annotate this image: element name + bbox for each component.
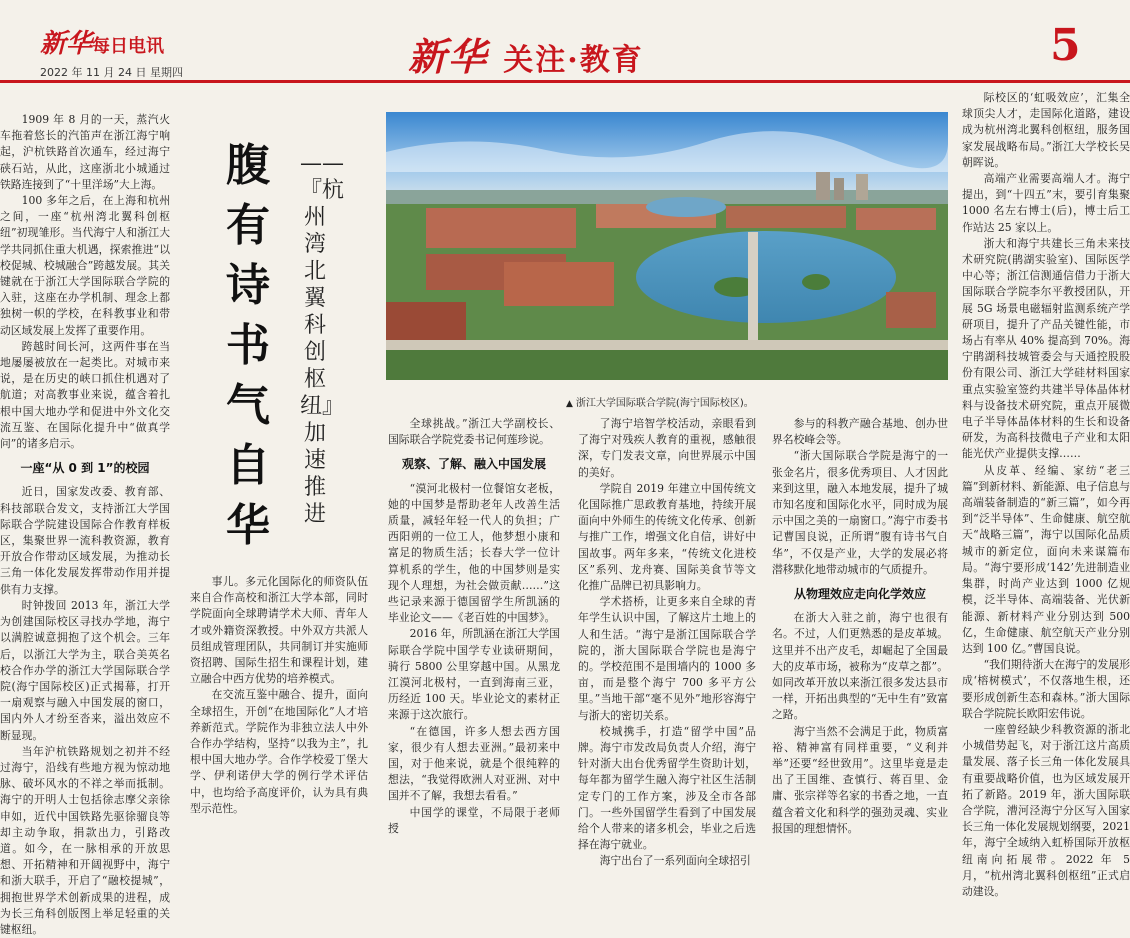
- campus-aerial-photo: [386, 112, 948, 380]
- logo-brand: 新华: [40, 29, 93, 59]
- article-paragraph: 际校区的‘虹吸效应’，汇集全球顶尖人才，走国际化道路，建设成为杭州湾北翼科创枢纽，服务国家发展战略布局。”浙江大学校长吴朝晖说。: [962, 91, 1130, 169]
- article-paragraph: 海宁出台了一系列面向全球招引: [599, 854, 751, 868]
- newspaper-logo: [40, 30, 183, 61]
- article-column-6: [962, 90, 1130, 898]
- caption-marker-icon: ▲: [566, 399, 573, 409]
- section-name: 关注·教育: [503, 43, 644, 78]
- masthead-left: [40, 30, 183, 80]
- article-column-5: [772, 416, 948, 835]
- article-column-4: [578, 416, 756, 868]
- article-paragraph: 跨越时间长河，这两件事在当地屡屡被放在一起类比。对城市来说，是在历史的峡口抓住机遇对了航道；对高教事业来说，蕴含着扎根中国大地办学和促进中外文化交流互鉴、在国际化提升中“做真学问”的诸多启示。: [0, 339, 170, 451]
- article-column-2: [190, 574, 368, 815]
- article-headline: 腹有诗书气自华: [226, 140, 270, 551]
- article-paragraph: 中国学的课堂，不局限于老师授: [388, 805, 560, 835]
- article-paragraph: 高端产业需要高端人才。海宁提出，到“十四五”末，要引育集聚 1000 名左右博士(后)，博士后工作站达 25 家以上。: [962, 172, 1130, 234]
- article-paragraph: 时钟拨回 2013 年，浙江大学为创建国际校区寻找办学地，海宁以满腔诚意拥抱了这个机会。三年后，以浙江大学为主，联合美英名校合作办学的浙江大学国际联合学院(海宁国际校区)正式揭幕，打开一扇观察与融入中国发展的窗口，国内外人才纷至沓来，溢出效应不断显现。: [0, 598, 170, 742]
- section-masthead: [408, 26, 644, 81]
- article-paragraph: 参与的科教产融合基地、创办世界名校峰会等。: [772, 417, 948, 447]
- article-paragraph: 近日，国家发改委、教育部、科技部联合发文，支持浙江大学国际联合学院建设国际合作教育样板区，集聚世界一流科教资源，教育开放合作带动区域发展，为推动长三角一体化发展发挥带动作用并提供有力支撑。: [0, 485, 170, 596]
- article-column-1: [0, 112, 170, 936]
- newspaper-header: [0, 0, 1130, 84]
- article-paragraph: 全球挑战。”浙江大学副校长、国际联合学院党委书记何莲珍说。: [388, 417, 560, 447]
- issue-date: 2022 年 11 月 24 日 星期四: [40, 66, 183, 79]
- article-paragraph: 事儿。多元化国际化的师资队伍来自合作高校和浙江大学本部，同时学院面向全球聘请学术大师、青年人才或外籍资深教授。中外双方共派人员组成管理团队，共同制订并实施师资招聘、国际生招生和课程计划，建立融合中西方优势的培养模式。: [190, 575, 368, 686]
- article-paragraph: “浙大国际联合学院是海宁的一张金名片，很多优秀项目、人才因此来到这里，融入本地发展，提升了城市知名度和国际化水平，同时成为展示中国之美的一扇窗口。”海宁市委书记曹国良说，正所谓“腹有诗书气自华”，不仅是产业，大学的发展必将潜移默化地带动城市的气质提升。: [772, 449, 948, 576]
- header-rule: [0, 80, 1130, 83]
- article-paragraph: 100 多年之后，在上海和杭州之间，一座“杭州湾北翼科创枢纽”初现雏形。当代海宁人和浙江大学共同抓住重大机遇，探索推进“以校促城、校城融合”跨越发展。其关键就在于浙江大学国际联合学院的入驻，这座在办学机制、理念上都独树一帜的学校，在科教事业和带动区域发展上发挥了重要作用。: [0, 194, 170, 337]
- caption-text: 浙江大学国际联合学院(海宁国际校区)。: [575, 398, 754, 409]
- section-heading: 从物理效应走向化学效应: [793, 587, 926, 602]
- article-paragraph: 学术搭桥，让更多来自全球的青年学生认识中国，了解这片土地上的人和生活。“海宁是浙江国际联合学院的，浙大国际联合学院也是海宁的。学校范围不是围墙内的 1000 多亩，而是整个海宁 700 多平方公里。”当地干部“毫不见外”地形容海宁与浙大的密切关系。: [578, 595, 756, 722]
- article-paragraph: 了海宁培智学校活动，亲眼看到了海宁对残疾人教育的重视，感触很深，专门发表文章，向世界展示中国的美好。: [578, 417, 756, 479]
- article-paragraph: 1909 年 8 月的一天，蒸汽火车拖着悠长的汽笛声在浙江海宁响起，沪杭铁路首次通车，经过海宁硖石站，从此，这座浙北小城通过铁路连接到了“十里洋场”大上海。: [0, 113, 170, 191]
- article-paragraph: 学院自 2019 年建立中国传统文化国际推广思政教育基地，持续开展面向中外师生的传统文化传承、创新与推广工作，增强文化自信，讲好中国故事。两年多来，“传统文化进校区”系列、龙舟赛、国际美食节等文化推广品牌已初具影响力。: [578, 481, 756, 593]
- article-paragraph: 当年沪杭铁路规划之初并不经过海宁，沿线有些地方视为惊动地脉、破坏风水的不祥之举而抵制。海宁的开明人士包括徐志摩父亲徐申如，近代中国铁路先驱徐骝良等却主动争取，捐款出力，引路改道。如今，在一脉相承的开放思想、开拓精神和开阔视野中，海宁和浙大联手，开启了“融校提城”，拥抱世界学术创新成果的进程，成为长三角科创版图上举足轻重的关键枢纽。: [0, 744, 170, 936]
- article-paragraph: 一座曾经缺少科教资源的浙北小城借势起飞，对于浙江这片高质量发展、落子长三角一体化发展具有重要战略价值，也为区域发展开拓了新路。2019 年，浙大国际联合学院，漕河泾海宁分区写入国家长三角一体化发展规划纲要，2021 年，海宁全域纳入虹桥国际开放枢纽南向拓展带。2022 年 5 月，“杭州湾北翼科创枢纽”正式启动建设。: [962, 722, 1130, 898]
- article-paragraph: 海宁当然不会满足于此，物质富裕、精神富有同样重要，“义利并举”还要“经世致用”。这里毕竟是走出了王国维、查慎行、蒋百里、金庸、张宗祥等名家的书香之地，一直蕴含着文化和科学的强劲灵魂、实业报国的理想情怀。: [772, 724, 948, 835]
- photo-caption: [566, 394, 754, 409]
- section-heading: 观察、了解、融入中国发展: [401, 457, 546, 472]
- article-paragraph: 校城携手，打造“留学中国”品牌。海宁市发改局负责人介绍，海宁针对浙大出台优秀留学生资助计划，每年都为留学生融入海宁社区生活制定专门的工作方案，涉及全市各部门。一些外国留学生看到了中国发展给个人带来的诸多机会，毕业之后选择在海宁就业。: [578, 724, 756, 852]
- article-paragraph: 2016 年，所凯涵在浙江大学国际联合学院中国学专业读研期间，骑行 5800 公里穿越中国。从黑龙江漠河北极村，一直到海南三亚，历经近 100 天。毕业论文的素材正来源于这次旅行。: [388, 627, 560, 722]
- article-paragraph: “在德国，许多人想去西方国家，很少有人想去亚洲。”最初来中国，对于他来说，就是个很纯粹的想法，“我觉得欧洲人对亚洲、对中国并不了解，我想去看看。”: [388, 724, 560, 803]
- article-column-3: [388, 416, 560, 835]
- article-paragraph: 在交流互鉴中融合、提升，面向全球招生，开创“在地国际化”人才培养新范式。学院作为非独立法人中外合作办学结构，坚持“以我为主”，扎根中国大地办学。合作学校爱丁堡大学、伊利诺伊大学的例行学术评估中，也均给予高度评价，认为具有典型示范性。: [190, 688, 368, 815]
- logo-suffix: 每日电讯: [92, 36, 165, 57]
- section-heading: 一座“从 0 到 1”的校园: [20, 461, 150, 476]
- center-brand: 新华: [408, 34, 489, 79]
- article-subheadline: ——『杭州湾北翼科创枢纽』加速推进: [300, 151, 345, 527]
- article-paragraph: 从皮革、经编、家纺“老三篇”到新材料、新能源、电子信息与高端装备制造的“新三篇”，如今再到“泛半导体”、生命健康、航空航天“战略三篇”，海宁以国际化品质城市的新定位，面向未来谋篇布局。“海宁要形成‘142’先进制造业集群，时尚产业达到 1000 亿规模，泛半导体、高端装备、光伏新能源、新材料产业分别达到 500 亿，生命健康、航空航天产业分别达到 100 亿。”曹国良说。: [962, 463, 1130, 655]
- page-number: 5: [1050, 20, 1081, 71]
- article-paragraph: 在浙大入驻之前，海宁也很有名。不过，人们更熟悉的是皮革城。这里并不出产皮毛，却崛起了全国最大的皮革市场，被称为“皮草之都”。如同改革开放以来浙江很多发达县市一样，开拓出典型的“无中生有”致富之路。: [772, 611, 948, 722]
- article-paragraph: “漠河北极村一位餐馆女老板，她的中国梦是帮助老年人改善生活质量，减轻年轻一代人的负担；广西阳朔的一位工人，他梦想小康和富足的物质生活；长春大学一位计算机系的学生，他的中国梦则是实现个人理想，为社会做贡献……”这些记录来源于德国留学生所凯涵的毕业论文——《老百姓的中国梦》。: [388, 481, 560, 625]
- article-paragraph: 浙大和海宁共建长三角未来技术研究院(鹃湖实验室)、国际医学中心等；浙江信测通信借力于浙大国际联合学院李尔平教授团队，开展 5G 场景电磁辐射监测系统产学研项目，提升了产品关键性能，市场占有率从 40% 提高到 70%。海宁鹃湖科技城管委会与天通控股股份有限公司、浙江大学硅材料国家重点实验室签约共建半导体晶体材料与设备技术研究院，重点开展微电子半导体晶体材料的生长和设备研发，为高科技微电子产业和太阳能光伏产业提供支撑……: [962, 236, 1130, 461]
- article-paragraph: “我们期待浙大在海宁的发展形成‘榕树模式’，不仅落地生根，还要形成创新生态和森林。”浙大国际联合学院院长欧阳宏伟说。: [962, 658, 1130, 720]
